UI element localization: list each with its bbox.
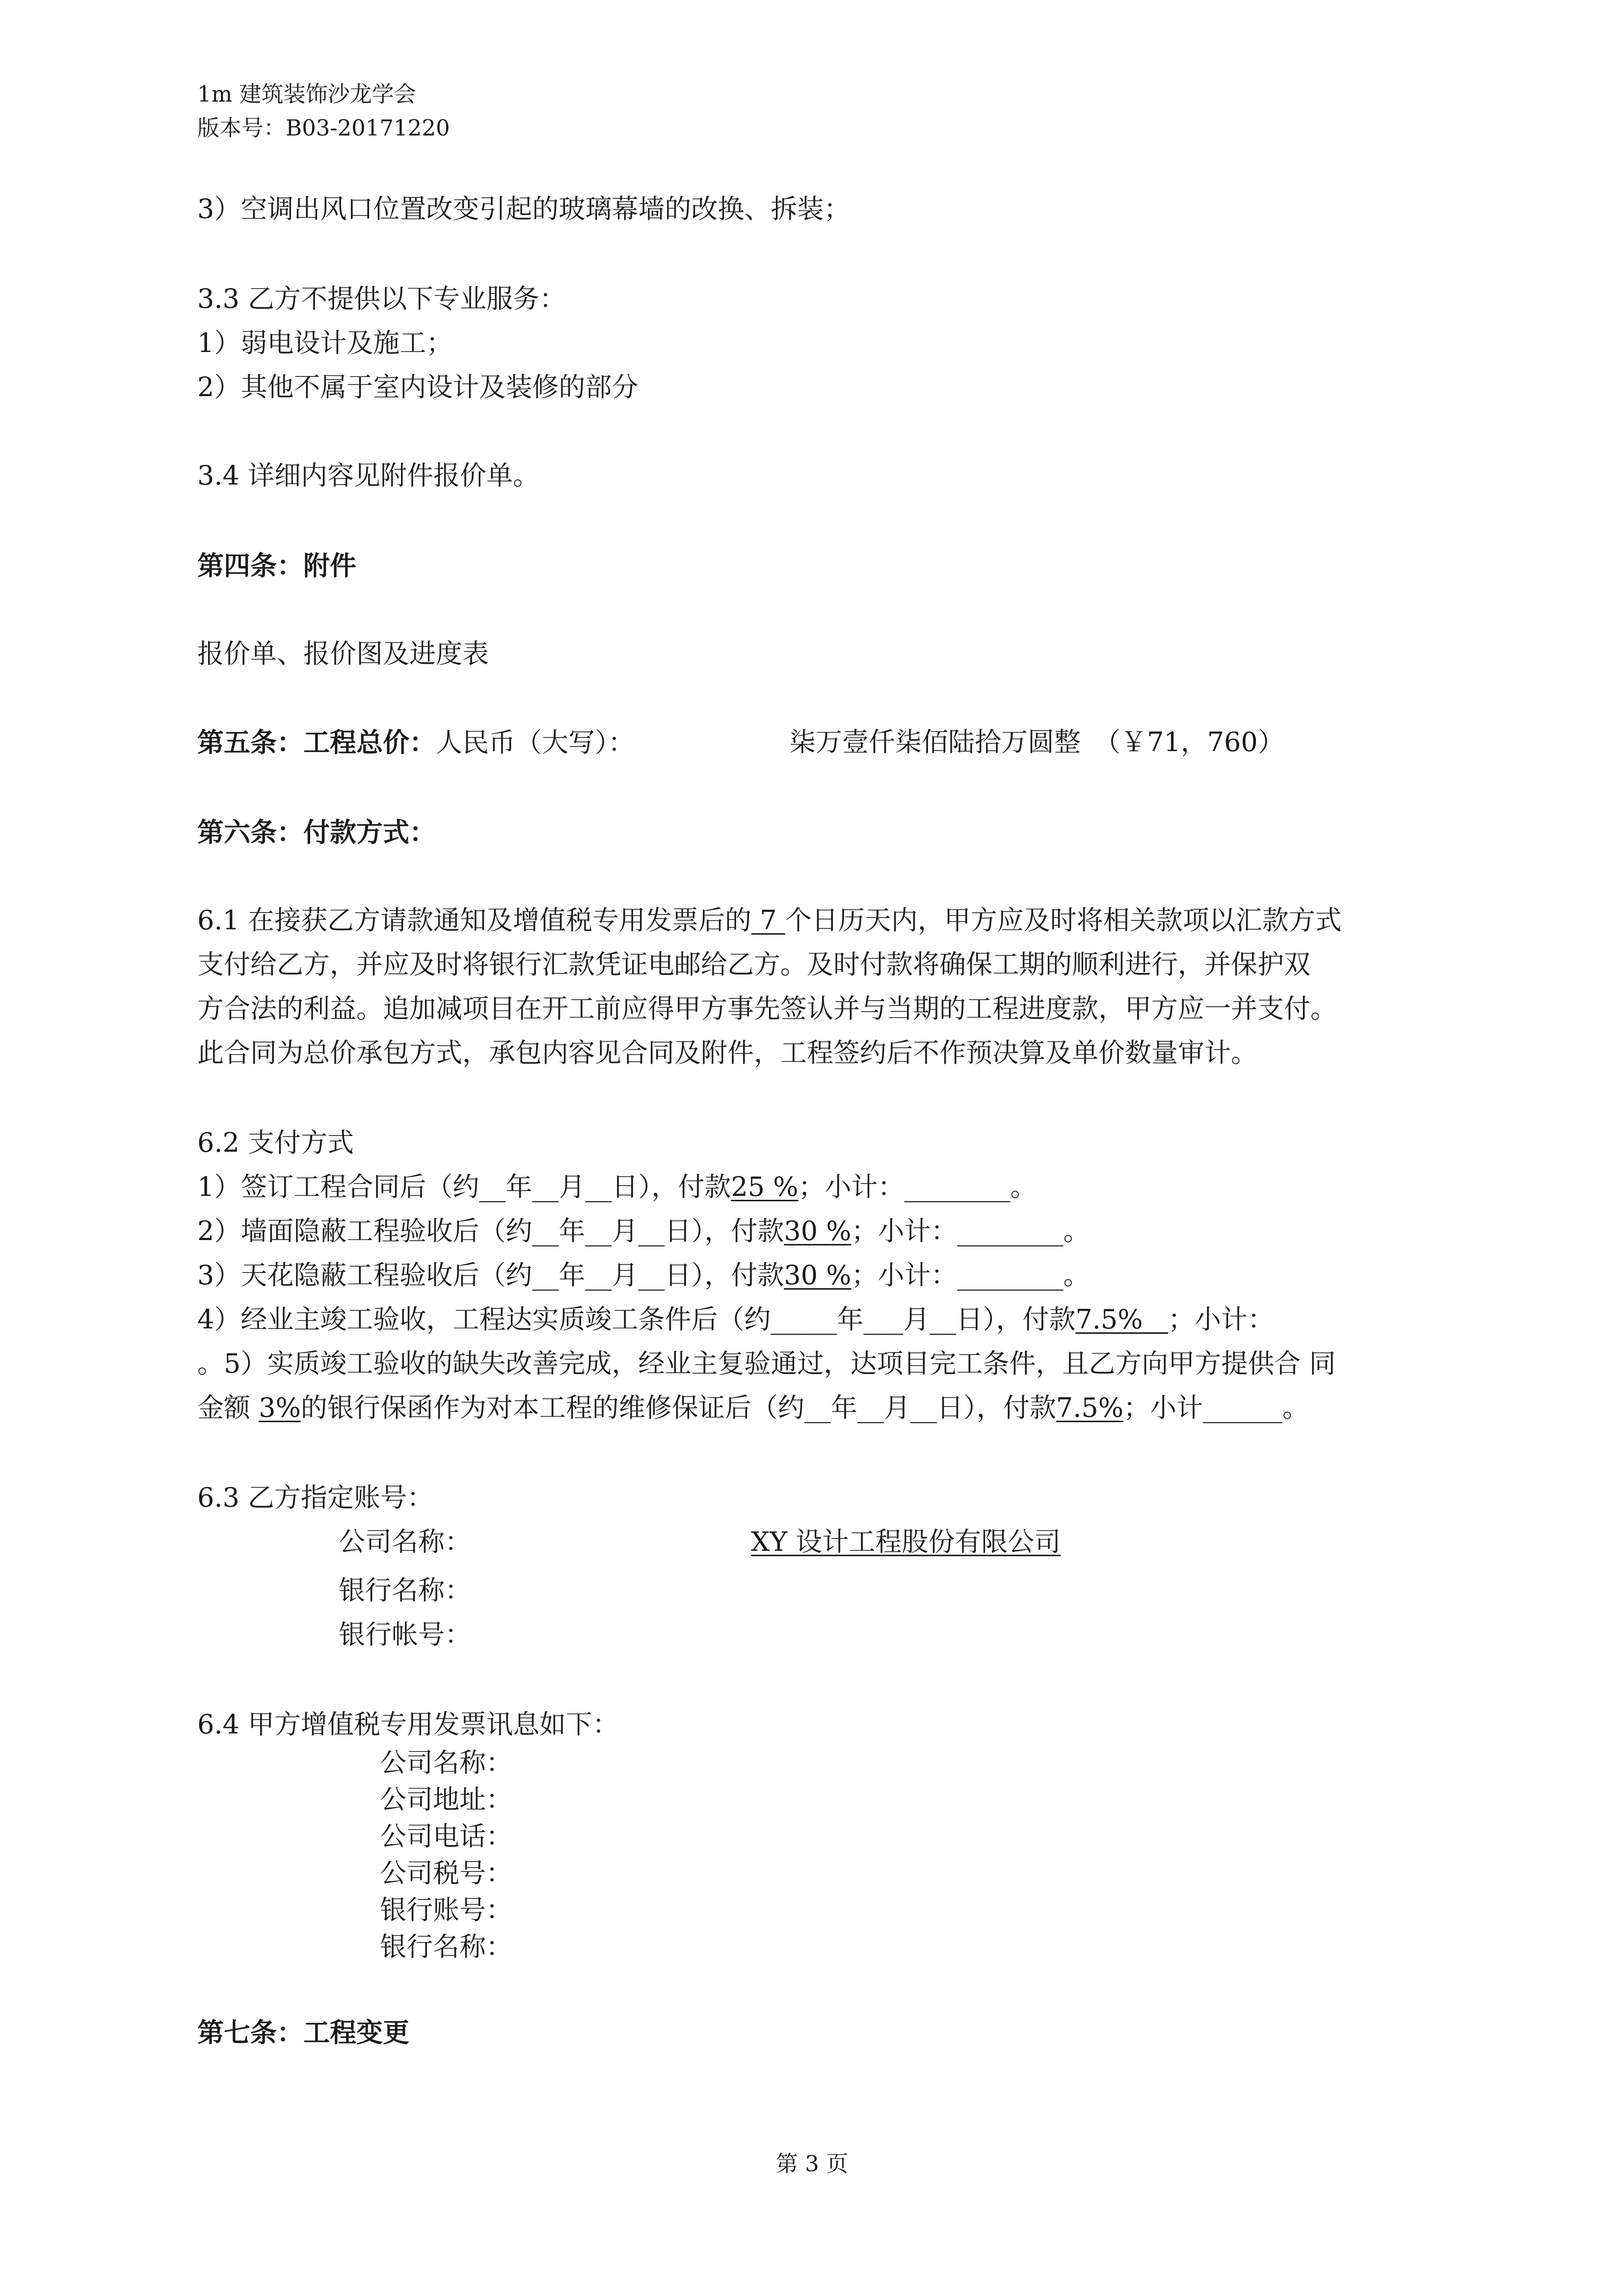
section-6-1-line1 bbox=[197, 903, 1342, 938]
payment-item-5-line1: 。5）实质竣工验收的缺失改善完成，经业主复验通过，达项目完工条件，且乙方向甲方提供合 同 bbox=[197, 1348, 1336, 1379]
item-3-2-3: 3）空调出风口位置改变引起的玻璃幕墙的改换、拆装； bbox=[197, 193, 851, 224]
item-3-3-1: 1）弱电设计及施工； bbox=[197, 327, 453, 358]
article-5-line bbox=[197, 725, 635, 760]
section-6-1-line4: 此合同为总价承包方式，承包内容见合同及附件，工程签约后不作预决算及单价数量审计。 bbox=[197, 1037, 1257, 1068]
section-6-1-text-a: 6.1 在接获乙方请款通知及增值税专用发票后的 bbox=[197, 905, 752, 936]
invoice-company-label: 公司名称： bbox=[380, 1747, 512, 1778]
section-6-1-line2: 支付给乙方，并应及时将银行汇款凭证电邮给乙方。及时付款将确保工期的顺利进行，并保护双 bbox=[197, 949, 1310, 980]
payment-item-5-text-a: 金额 bbox=[197, 1392, 259, 1423]
section-6-1-text-b: 个日历天内，甲方应及时将相关款项以汇款方式 bbox=[785, 905, 1342, 936]
account-company-value: XY 设计工程股份有限公司 bbox=[751, 1526, 1061, 1557]
payment-item-1 bbox=[197, 1169, 1037, 1205]
payment-item-3-subtotal: ；小计：________。 bbox=[851, 1260, 1090, 1291]
header-version: 版本号：B03-20171220 bbox=[197, 115, 450, 141]
account-bank-label: 银行名称： bbox=[339, 1575, 471, 1606]
invoice-phone-label: 公司电话： bbox=[380, 1821, 512, 1852]
payment-item-4-percent: 7.5% bbox=[1075, 1304, 1169, 1335]
invoice-address-label: 公司地址： bbox=[380, 1784, 512, 1815]
item-3-3-2: 2）其他不属于室内设计及装修的部分 bbox=[197, 372, 639, 403]
payment-item-5-subtotal: ；小计______。 bbox=[1123, 1392, 1309, 1423]
payment-item-2-percent: 30 % bbox=[784, 1216, 852, 1246]
article-4-title: 第四条：附件 bbox=[197, 550, 356, 581]
payment-item-4-text: 4）经业主竣工验收，工程达实质竣工条件后（约_____年___月__日），付款 bbox=[197, 1304, 1076, 1335]
section-3-3-title: 3.3 乙方不提供以下专业服务： bbox=[197, 283, 566, 314]
article-7-title: 第七条：工程变更 bbox=[197, 2017, 409, 2048]
article-6-title: 第六条：付款方式： bbox=[197, 816, 436, 848]
payment-item-1-percent: 25 % bbox=[731, 1171, 799, 1202]
payment-item-5-line2 bbox=[197, 1390, 1309, 1426]
payment-item-5-text-b: 的银行保函作为对本工程的维修保证后（约__年__月__日），付款 bbox=[300, 1392, 1056, 1423]
account-number-label: 银行帐号： bbox=[339, 1619, 471, 1650]
payment-item-2-subtotal: ；小计：________。 bbox=[851, 1216, 1090, 1246]
section-6-1-line3: 方合法的利益。追加减项目在开工前应得甲方事先签认并与当期的工程进度款，甲方应一并支付。 bbox=[197, 993, 1337, 1024]
section-6-2-title: 6.2 支付方式 bbox=[197, 1127, 354, 1158]
page-number: 第 3 页 bbox=[775, 2151, 849, 2177]
payment-item-2 bbox=[197, 1214, 1090, 1249]
payment-item-3-text: 3）天花隐蔽工程验收后（约__年__月__日），付款 bbox=[197, 1260, 784, 1291]
invoice-bank-label: 银行名称： bbox=[380, 1931, 512, 1962]
payment-item-1-text: 1）签订工程合同后（约__年__月__日），付款 bbox=[197, 1171, 731, 1202]
article-5-currency: 人民币（大写）： bbox=[436, 727, 635, 758]
payment-item-4-subtotal: ；小计： bbox=[1168, 1304, 1275, 1335]
payment-item-2-text: 2）墙面隐蔽工程验收后（约__年__月__日），付款 bbox=[197, 1216, 784, 1246]
section-6-3-title: 6.3 乙方指定账号： bbox=[197, 1482, 434, 1513]
payment-item-1-subtotal: ；小计：________。 bbox=[798, 1171, 1037, 1202]
article-4-text: 报价单、报价图及进度表 bbox=[197, 638, 489, 669]
section-6-4-title: 6.4 甲方增值税专用发票讯息如下： bbox=[197, 1709, 619, 1740]
header-org-name: 1m 建筑装饰沙龙学会 bbox=[197, 81, 416, 107]
section-3-4: 3.4 详细内容见附件报价单。 bbox=[197, 460, 540, 491]
payment-item-5-percent: 7.5% bbox=[1056, 1392, 1124, 1423]
account-company-label: 公司名称： bbox=[339, 1526, 471, 1557]
article-5-amount: 柒万壹仟柒佰陆拾万圆整 （￥71，760） bbox=[789, 727, 1284, 757]
payment-item-3-percent: 30 % bbox=[784, 1260, 852, 1291]
article-5-label: 第五条：工程总价： bbox=[197, 727, 436, 758]
payment-days-value: 7 bbox=[751, 905, 785, 936]
guarantee-percent: 3% bbox=[259, 1392, 301, 1423]
invoice-taxno-label: 公司税号： bbox=[380, 1858, 512, 1889]
payment-item-3 bbox=[197, 1258, 1090, 1293]
invoice-account-label: 银行账号： bbox=[380, 1894, 512, 1925]
payment-item-4 bbox=[197, 1302, 1274, 1337]
